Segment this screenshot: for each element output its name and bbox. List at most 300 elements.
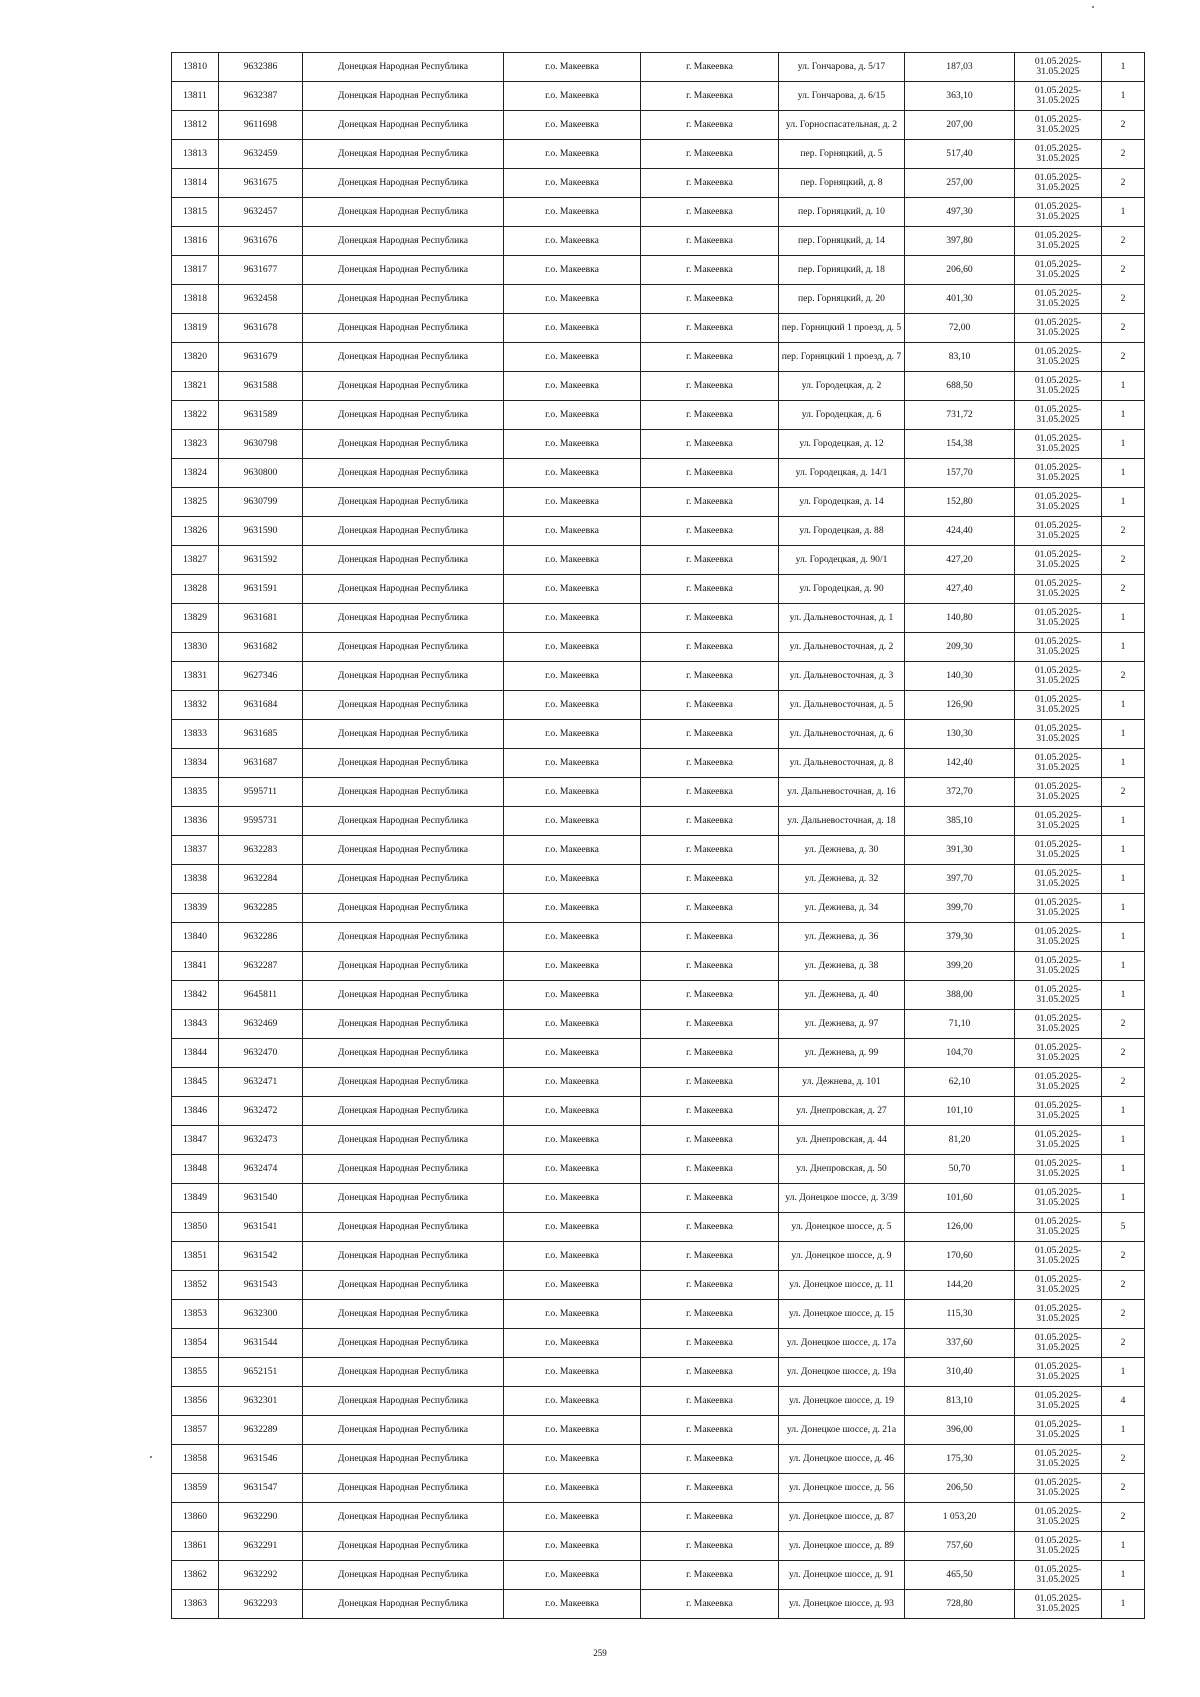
period-cell: 01.05.2025-31.05.2025 [1015, 1300, 1102, 1329]
scan-speck [1092, 6, 1094, 8]
table-row [172, 169, 1145, 198]
municipality-cell: г.о. Макеевка [504, 1387, 641, 1416]
region-cell: Донецкая Народная Республика [303, 836, 504, 865]
city-cell: г. Макеевка [641, 1097, 779, 1126]
row-number-cell: 13858 [172, 1445, 219, 1474]
municipality-cell: г.о. Макеевка [504, 1358, 641, 1387]
municipality-cell: г.о. Макеевка [504, 807, 641, 836]
city-cell: г. Макеевка [641, 140, 779, 169]
count-cell: 2 [1102, 546, 1145, 575]
area-cell: 401,30 [905, 285, 1015, 314]
object-id-cell: 9631546 [219, 1445, 303, 1474]
row-number-cell: 13842 [172, 981, 219, 1010]
count-cell: 2 [1102, 1474, 1145, 1503]
table-row [172, 1329, 1145, 1358]
city-cell: г. Макеевка [641, 1503, 779, 1532]
municipality-cell: г.о. Макеевка [504, 720, 641, 749]
city-cell: г. Макеевка [641, 749, 779, 778]
municipality-cell: г.о. Макеевка [504, 198, 641, 227]
object-id-cell: 9631540 [219, 1184, 303, 1213]
municipality-cell: г.о. Макеевка [504, 894, 641, 923]
area-cell: 399,20 [905, 952, 1015, 981]
municipality-cell: г.о. Макеевка [504, 285, 641, 314]
area-cell: 152,80 [905, 488, 1015, 517]
area-cell: 101,60 [905, 1184, 1015, 1213]
object-id-cell: 9631676 [219, 227, 303, 256]
object-id-cell: 9631685 [219, 720, 303, 749]
object-id-cell: 9631544 [219, 1329, 303, 1358]
count-cell: 2 [1102, 140, 1145, 169]
area-cell: 363,10 [905, 82, 1015, 111]
object-id-cell: 9630799 [219, 488, 303, 517]
municipality-cell: г.о. Макеевка [504, 53, 641, 82]
table-row [172, 807, 1145, 836]
table-row [172, 140, 1145, 169]
city-cell: г. Макеевка [641, 343, 779, 372]
object-id-cell: 9631592 [219, 546, 303, 575]
table-row [172, 256, 1145, 285]
row-number-cell: 13822 [172, 401, 219, 430]
period-cell: 01.05.2025-31.05.2025 [1015, 1387, 1102, 1416]
area-cell: 391,30 [905, 836, 1015, 865]
table-row [172, 1039, 1145, 1068]
period-cell: 01.05.2025-31.05.2025 [1015, 517, 1102, 546]
table-row [172, 1184, 1145, 1213]
municipality-cell: г.о. Макеевка [504, 401, 641, 430]
period-cell: 01.05.2025-31.05.2025 [1015, 604, 1102, 633]
city-cell: г. Макеевка [641, 1329, 779, 1358]
municipality-cell: г.о. Макеевка [504, 1155, 641, 1184]
object-id-cell: 9631590 [219, 517, 303, 546]
area-cell: 497,30 [905, 198, 1015, 227]
table-row [172, 1155, 1145, 1184]
area-cell: 397,70 [905, 865, 1015, 894]
count-cell: 2 [1102, 111, 1145, 140]
municipality-cell: г.о. Макеевка [504, 430, 641, 459]
row-number-cell: 13843 [172, 1010, 219, 1039]
address-cell: ул. Городецкая, д. 88 [779, 517, 905, 546]
count-cell: 2 [1102, 1503, 1145, 1532]
count-cell: 2 [1102, 575, 1145, 604]
area-cell: 144,20 [905, 1271, 1015, 1300]
municipality-cell: г.о. Макеевка [504, 1126, 641, 1155]
municipality-cell: г.о. Макеевка [504, 1010, 641, 1039]
address-cell: пер. Горняцкий, д. 18 [779, 256, 905, 285]
count-cell: 1 [1102, 604, 1145, 633]
table-row [172, 778, 1145, 807]
area-cell: 187,03 [905, 53, 1015, 82]
area-cell: 813,10 [905, 1387, 1015, 1416]
region-cell: Донецкая Народная Республика [303, 1271, 504, 1300]
table-row [172, 1242, 1145, 1271]
row-number-cell: 13819 [172, 314, 219, 343]
period-cell: 01.05.2025-31.05.2025 [1015, 836, 1102, 865]
object-id-cell: 9631678 [219, 314, 303, 343]
municipality-cell: г.о. Макеевка [504, 575, 641, 604]
row-number-cell: 13849 [172, 1184, 219, 1213]
municipality-cell: г.о. Макеевка [504, 459, 641, 488]
city-cell: г. Макеевка [641, 1184, 779, 1213]
municipality-cell: г.о. Макеевка [504, 1242, 641, 1271]
period-cell: 01.05.2025-31.05.2025 [1015, 430, 1102, 459]
city-cell: г. Макеевка [641, 662, 779, 691]
municipality-cell: г.о. Макеевка [504, 546, 641, 575]
count-cell: 1 [1102, 53, 1145, 82]
area-cell: 83,10 [905, 343, 1015, 372]
municipality-cell: г.о. Макеевка [504, 140, 641, 169]
row-number-cell: 13853 [172, 1300, 219, 1329]
count-cell: 2 [1102, 285, 1145, 314]
address-cell: ул. Городецкая, д. 14 [779, 488, 905, 517]
region-cell: Донецкая Народная Республика [303, 1503, 504, 1532]
row-number-cell: 13859 [172, 1474, 219, 1503]
city-cell: г. Макеевка [641, 517, 779, 546]
region-cell: Донецкая Народная Республика [303, 691, 504, 720]
municipality-cell: г.о. Макеевка [504, 82, 641, 111]
municipality-cell: г.о. Макеевка [504, 1590, 641, 1619]
table-row [172, 198, 1145, 227]
table-row [172, 1474, 1145, 1503]
area-cell: 397,80 [905, 227, 1015, 256]
row-number-cell: 13826 [172, 517, 219, 546]
region-cell: Донецкая Народная Республика [303, 546, 504, 575]
period-cell: 01.05.2025-31.05.2025 [1015, 111, 1102, 140]
address-cell: ул. Гончарова, д. 5/17 [779, 53, 905, 82]
address-cell: ул. Днепровская, д. 50 [779, 1155, 905, 1184]
address-cell: ул. Дальневосточная, д. 16 [779, 778, 905, 807]
region-cell: Донецкая Народная Республика [303, 604, 504, 633]
area-cell: 140,80 [905, 604, 1015, 633]
address-cell: пер. Горняцкий 1 проезд, д. 5 [779, 314, 905, 343]
object-id-cell: 9632300 [219, 1300, 303, 1329]
city-cell: г. Макеевка [641, 923, 779, 952]
city-cell: г. Макеевка [641, 169, 779, 198]
period-cell: 01.05.2025-31.05.2025 [1015, 749, 1102, 778]
address-cell: ул. Донецкое шоссе, д. 15 [779, 1300, 905, 1329]
city-cell: г. Макеевка [641, 1039, 779, 1068]
row-number-cell: 13841 [172, 952, 219, 981]
area-cell: 465,50 [905, 1561, 1015, 1590]
city-cell: г. Макеевка [641, 53, 779, 82]
city-cell: г. Макеевка [641, 401, 779, 430]
region-cell: Донецкая Народная Республика [303, 1126, 504, 1155]
municipality-cell: г.о. Макеевка [504, 1300, 641, 1329]
row-number-cell: 13817 [172, 256, 219, 285]
address-cell: ул. Донецкое шоссе, д. 46 [779, 1445, 905, 1474]
count-cell: 1 [1102, 1097, 1145, 1126]
table-row [172, 1590, 1145, 1619]
object-id-cell: 9631679 [219, 343, 303, 372]
table-row [172, 1271, 1145, 1300]
count-cell: 1 [1102, 430, 1145, 459]
object-id-cell: 9611698 [219, 111, 303, 140]
object-id-cell: 9645811 [219, 981, 303, 1010]
municipality-cell: г.о. Макеевка [504, 169, 641, 198]
table-row [172, 604, 1145, 633]
region-cell: Донецкая Народная Республика [303, 720, 504, 749]
region-cell: Донецкая Народная Республика [303, 488, 504, 517]
area-cell: 50,70 [905, 1155, 1015, 1184]
area-cell: 337,60 [905, 1329, 1015, 1358]
city-cell: г. Макеевка [641, 1474, 779, 1503]
row-number-cell: 13812 [172, 111, 219, 140]
table-row [172, 1010, 1145, 1039]
count-cell: 1 [1102, 836, 1145, 865]
count-cell: 1 [1102, 488, 1145, 517]
region-cell: Донецкая Народная Республика [303, 430, 504, 459]
table-row [172, 1503, 1145, 1532]
address-cell: ул. Донецкое шоссе, д. 87 [779, 1503, 905, 1532]
region-cell: Донецкая Народная Республика [303, 1155, 504, 1184]
housing-register-table [171, 52, 1145, 1619]
region-cell: Донецкая Народная Республика [303, 111, 504, 140]
region-cell: Донецкая Народная Республика [303, 1068, 504, 1097]
city-cell: г. Макеевка [641, 1358, 779, 1387]
region-cell: Донецкая Народная Республика [303, 1213, 504, 1242]
table-row [172, 720, 1145, 749]
municipality-cell: г.о. Макеевка [504, 604, 641, 633]
city-cell: г. Макеевка [641, 1242, 779, 1271]
object-id-cell: 9631675 [219, 169, 303, 198]
table-row [172, 314, 1145, 343]
city-cell: г. Макеевка [641, 1445, 779, 1474]
table-row [172, 894, 1145, 923]
period-cell: 01.05.2025-31.05.2025 [1015, 923, 1102, 952]
table-row [172, 430, 1145, 459]
city-cell: г. Макеевка [641, 691, 779, 720]
count-cell: 2 [1102, 517, 1145, 546]
object-id-cell: 9631547 [219, 1474, 303, 1503]
address-cell: ул. Днепровская, д. 44 [779, 1126, 905, 1155]
period-cell: 01.05.2025-31.05.2025 [1015, 285, 1102, 314]
count-cell: 1 [1102, 749, 1145, 778]
city-cell: г. Макеевка [641, 546, 779, 575]
city-cell: г. Макеевка [641, 894, 779, 923]
object-id-cell: 9631591 [219, 575, 303, 604]
row-number-cell: 13816 [172, 227, 219, 256]
table-row [172, 662, 1145, 691]
region-cell: Донецкая Народная Республика [303, 343, 504, 372]
table-row [172, 546, 1145, 575]
region-cell: Донецкая Народная Республика [303, 53, 504, 82]
address-cell: ул. Донецкое шоссе, д. 9 [779, 1242, 905, 1271]
period-cell: 01.05.2025-31.05.2025 [1015, 1358, 1102, 1387]
city-cell: г. Макеевка [641, 227, 779, 256]
table-row [172, 82, 1145, 111]
city-cell: г. Макеевка [641, 256, 779, 285]
table-row [172, 488, 1145, 517]
table-row [172, 1445, 1145, 1474]
period-cell: 01.05.2025-31.05.2025 [1015, 82, 1102, 111]
address-cell: ул. Дежнева, д. 32 [779, 865, 905, 894]
period-cell: 01.05.2025-31.05.2025 [1015, 1590, 1102, 1619]
count-cell: 1 [1102, 401, 1145, 430]
count-cell: 1 [1102, 981, 1145, 1010]
area-cell: 154,38 [905, 430, 1015, 459]
area-cell: 427,20 [905, 546, 1015, 575]
row-number-cell: 13860 [172, 1503, 219, 1532]
object-id-cell: 9631589 [219, 401, 303, 430]
period-cell: 01.05.2025-31.05.2025 [1015, 1474, 1102, 1503]
region-cell: Донецкая Народная Республика [303, 952, 504, 981]
address-cell: ул. Дальневосточная, д. 3 [779, 662, 905, 691]
count-cell: 2 [1102, 256, 1145, 285]
region-cell: Донецкая Народная Республика [303, 662, 504, 691]
document-table-area [171, 52, 1144, 1619]
municipality-cell: г.о. Макеевка [504, 1068, 641, 1097]
area-cell: 115,30 [905, 1300, 1015, 1329]
row-number-cell: 13811 [172, 82, 219, 111]
count-cell: 2 [1102, 1039, 1145, 1068]
area-cell: 206,60 [905, 256, 1015, 285]
region-cell: Донецкая Народная Республика [303, 1474, 504, 1503]
row-number-cell: 13847 [172, 1126, 219, 1155]
area-cell: 399,70 [905, 894, 1015, 923]
region-cell: Донецкая Народная Республика [303, 778, 504, 807]
count-cell: 1 [1102, 372, 1145, 401]
table-row [172, 575, 1145, 604]
region-cell: Донецкая Народная Республика [303, 1300, 504, 1329]
object-id-cell: 9632287 [219, 952, 303, 981]
address-cell: ул. Дежнева, д. 30 [779, 836, 905, 865]
object-id-cell: 9632473 [219, 1126, 303, 1155]
period-cell: 01.05.2025-31.05.2025 [1015, 894, 1102, 923]
area-cell: 126,00 [905, 1213, 1015, 1242]
city-cell: г. Макеевка [641, 1561, 779, 1590]
city-cell: г. Макеевка [641, 1010, 779, 1039]
row-number-cell: 13834 [172, 749, 219, 778]
area-cell: 396,00 [905, 1416, 1015, 1445]
address-cell: ул. Городецкая, д. 90 [779, 575, 905, 604]
period-cell: 01.05.2025-31.05.2025 [1015, 227, 1102, 256]
municipality-cell: г.о. Макеевка [504, 1213, 641, 1242]
object-id-cell: 9595711 [219, 778, 303, 807]
table-row [172, 517, 1145, 546]
table-row [172, 633, 1145, 662]
region-cell: Донецкая Народная Республика [303, 1590, 504, 1619]
city-cell: г. Макеевка [641, 111, 779, 140]
area-cell: 731,72 [905, 401, 1015, 430]
table-row [172, 372, 1145, 401]
city-cell: г. Макеевка [641, 1155, 779, 1184]
row-number-cell: 13831 [172, 662, 219, 691]
object-id-cell: 9632387 [219, 82, 303, 111]
table-row [172, 111, 1145, 140]
area-cell: 130,30 [905, 720, 1015, 749]
area-cell: 385,10 [905, 807, 1015, 836]
row-number-cell: 13863 [172, 1590, 219, 1619]
address-cell: ул. Донецкое шоссе, д. 21а [779, 1416, 905, 1445]
table-row [172, 1126, 1145, 1155]
object-id-cell: 9630800 [219, 459, 303, 488]
table-row [172, 1097, 1145, 1126]
address-cell: ул. Дежнева, д. 101 [779, 1068, 905, 1097]
municipality-cell: г.о. Макеевка [504, 1474, 641, 1503]
row-number-cell: 13839 [172, 894, 219, 923]
region-cell: Донецкая Народная Республика [303, 1329, 504, 1358]
row-number-cell: 13821 [172, 372, 219, 401]
period-cell: 01.05.2025-31.05.2025 [1015, 1010, 1102, 1039]
region-cell: Донецкая Народная Республика [303, 807, 504, 836]
row-number-cell: 13854 [172, 1329, 219, 1358]
row-number-cell: 13840 [172, 923, 219, 952]
area-cell: 379,30 [905, 923, 1015, 952]
period-cell: 01.05.2025-31.05.2025 [1015, 1532, 1102, 1561]
period-cell: 01.05.2025-31.05.2025 [1015, 1213, 1102, 1242]
object-id-cell: 9631684 [219, 691, 303, 720]
address-cell: ул. Горноспасательная, д. 2 [779, 111, 905, 140]
city-cell: г. Макеевка [641, 459, 779, 488]
period-cell: 01.05.2025-31.05.2025 [1015, 1271, 1102, 1300]
row-number-cell: 13830 [172, 633, 219, 662]
table-row [172, 865, 1145, 894]
row-number-cell: 13857 [172, 1416, 219, 1445]
table-row [172, 923, 1145, 952]
city-cell: г. Макеевка [641, 1271, 779, 1300]
address-cell: ул. Дальневосточная, д. 5 [779, 691, 905, 720]
period-cell: 01.05.2025-31.05.2025 [1015, 53, 1102, 82]
row-number-cell: 13829 [172, 604, 219, 633]
region-cell: Донецкая Народная Республика [303, 82, 504, 111]
area-cell: 688,50 [905, 372, 1015, 401]
count-cell: 1 [1102, 894, 1145, 923]
municipality-cell: г.о. Макеевка [504, 981, 641, 1010]
row-number-cell: 13851 [172, 1242, 219, 1271]
area-cell: 71,10 [905, 1010, 1015, 1039]
region-cell: Донецкая Народная Республика [303, 1039, 504, 1068]
region-cell: Донецкая Народная Республика [303, 633, 504, 662]
table-row [172, 227, 1145, 256]
region-cell: Донецкая Народная Республика [303, 169, 504, 198]
table-row [172, 1068, 1145, 1097]
count-cell: 1 [1102, 1184, 1145, 1213]
region-cell: Донецкая Народная Республика [303, 1561, 504, 1590]
period-cell: 01.05.2025-31.05.2025 [1015, 488, 1102, 517]
count-cell: 1 [1102, 82, 1145, 111]
row-number-cell: 13861 [172, 1532, 219, 1561]
city-cell: г. Макеевка [641, 198, 779, 227]
city-cell: г. Макеевка [641, 1416, 779, 1445]
row-number-cell: 13815 [172, 198, 219, 227]
address-cell: ул. Донецкое шоссе, д. 56 [779, 1474, 905, 1503]
region-cell: Донецкая Народная Республика [303, 256, 504, 285]
table-row [172, 981, 1145, 1010]
count-cell: 1 [1102, 1590, 1145, 1619]
period-cell: 01.05.2025-31.05.2025 [1015, 1039, 1102, 1068]
area-cell: 175,30 [905, 1445, 1015, 1474]
municipality-cell: г.о. Макеевка [504, 1532, 641, 1561]
city-cell: г. Макеевка [641, 836, 779, 865]
address-cell: ул. Днепровская, д. 27 [779, 1097, 905, 1126]
municipality-cell: г.о. Макеевка [504, 923, 641, 952]
period-cell: 01.05.2025-31.05.2025 [1015, 807, 1102, 836]
municipality-cell: г.о. Макеевка [504, 1097, 641, 1126]
row-number-cell: 13820 [172, 343, 219, 372]
region-cell: Донецкая Народная Республика [303, 285, 504, 314]
address-cell: ул. Дежнева, д. 99 [779, 1039, 905, 1068]
address-cell: ул. Донецкое шоссе, д. 5 [779, 1213, 905, 1242]
count-cell: 2 [1102, 1271, 1145, 1300]
object-id-cell: 9630798 [219, 430, 303, 459]
table-row [172, 459, 1145, 488]
period-cell: 01.05.2025-31.05.2025 [1015, 343, 1102, 372]
municipality-cell: г.о. Макеевка [504, 1445, 641, 1474]
area-cell: 310,40 [905, 1358, 1015, 1387]
region-cell: Донецкая Народная Республика [303, 517, 504, 546]
object-id-cell: 9632283 [219, 836, 303, 865]
area-cell: 72,00 [905, 314, 1015, 343]
address-cell: ул. Городецкая, д. 90/1 [779, 546, 905, 575]
